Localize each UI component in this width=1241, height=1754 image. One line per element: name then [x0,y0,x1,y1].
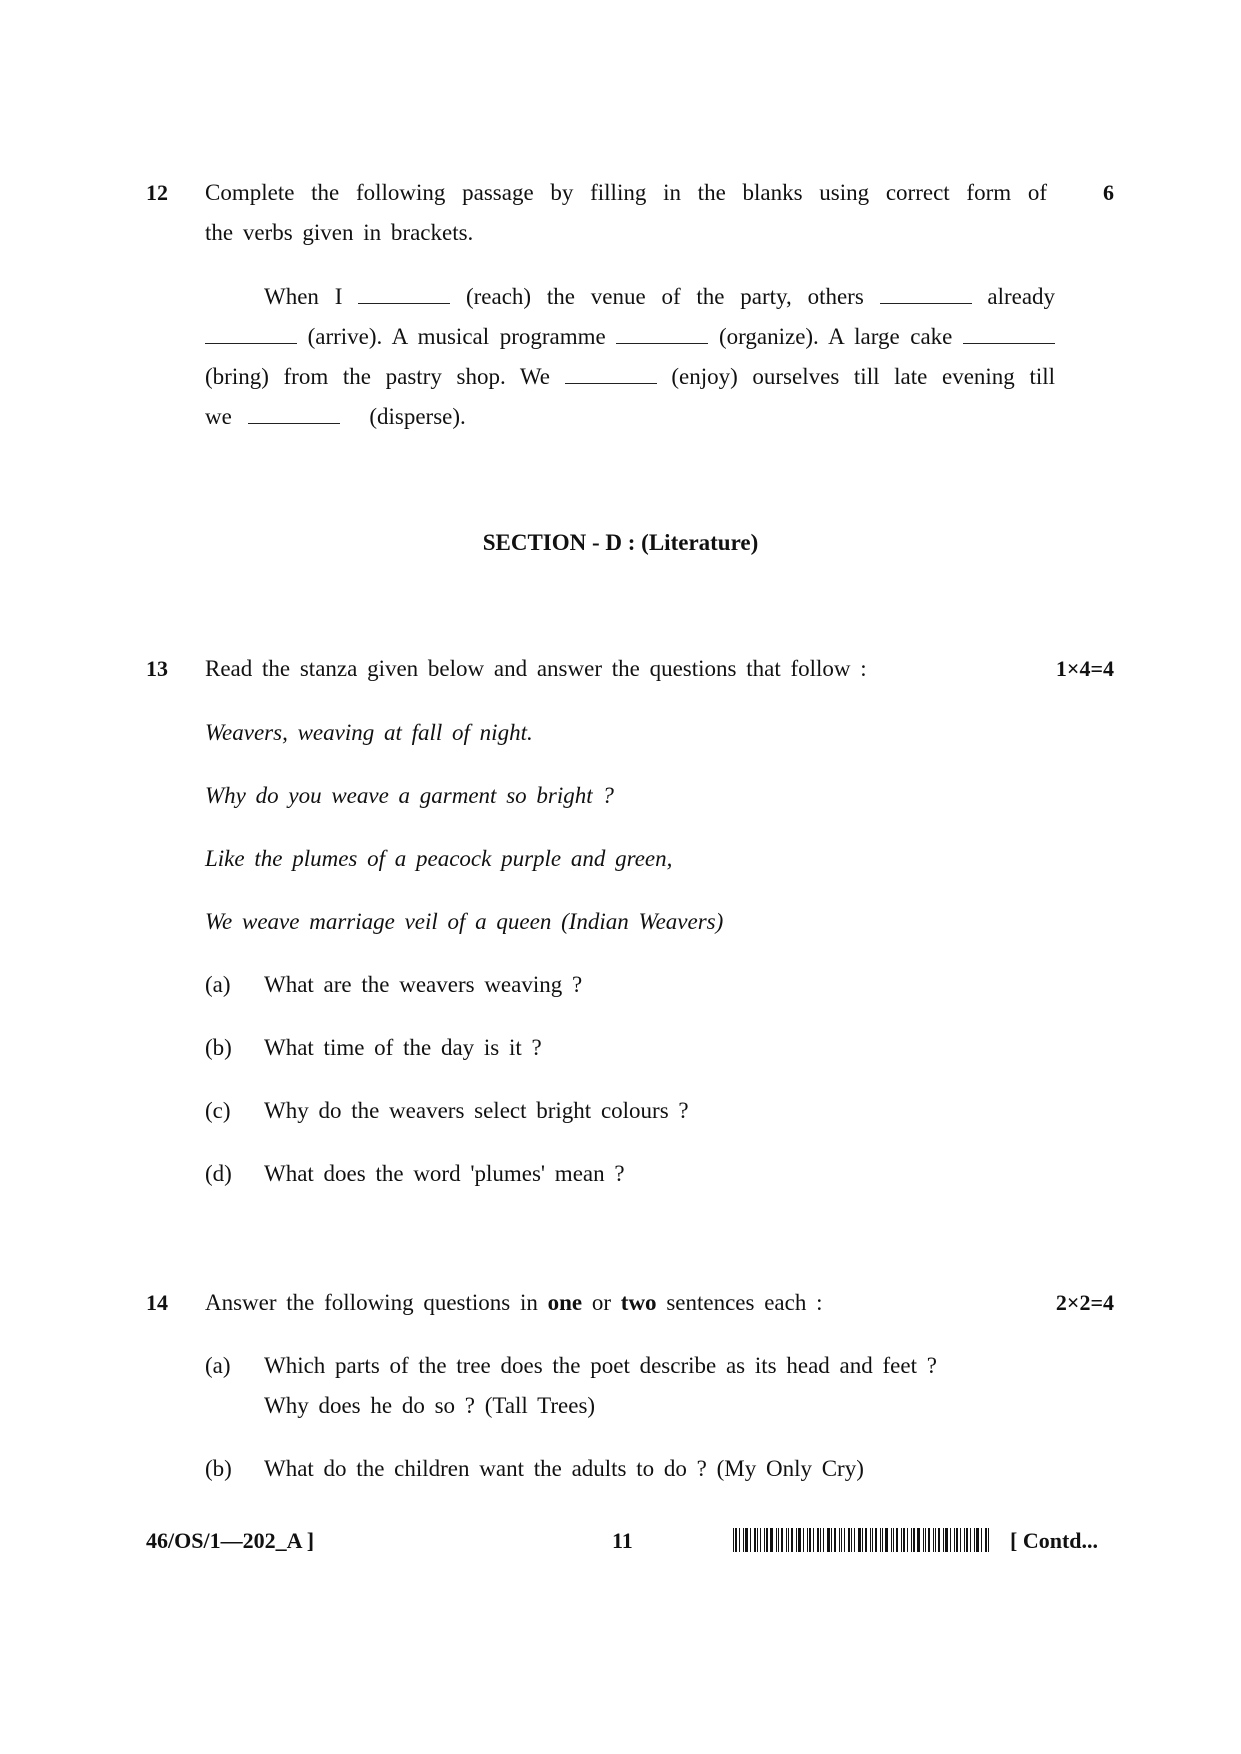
sub-question-label: (c) [205,1098,231,1123]
blank[interactable] [880,287,972,304]
question-marks: 6 [1103,180,1114,205]
instruction-emphasis: one [547,1290,583,1315]
barcode [733,1528,995,1552]
blank[interactable] [616,327,708,344]
blank[interactable] [565,367,657,384]
question-marks: 2×2=4 [1055,1290,1114,1315]
question-instruction [205,1290,822,1316]
stanza-line: Like the plumes of a peacock purple and green, [205,846,673,871]
page-number: 11 [612,1528,633,1553]
question-number: 14 [146,1290,168,1315]
stanza-line: Why do you weave a garment so bright ? [205,783,614,808]
blank[interactable] [248,407,340,424]
sub-question-text: Which parts of the tree does the poet describe as its head and feet ? [264,1353,937,1378]
passage-text: (bring) from the pastry shop. We [205,364,551,389]
question-number: 13 [146,656,168,681]
blank[interactable] [205,327,297,344]
passage-text: (reach) the venue of the party, others [465,284,864,309]
sub-question-label: (b) [205,1456,232,1481]
question-instruction [205,180,1047,206]
sub-question-text: Why do the weavers select bright colours ? [264,1098,689,1123]
section-title: SECTION - D : (Literature) [482,530,759,555]
passage-text: (organize). A large cake [718,324,953,349]
instruction-line: Complete the following passage by filling in the blanks using correct form of [205,180,1047,205]
continued-label: [ Contd... [1010,1528,1099,1553]
passage-text: (arrive). A musical programme [307,324,606,349]
instruction-line: the verbs given in brackets. [205,220,474,245]
passage-text: already [987,284,1056,309]
passage-line [205,324,1055,350]
sub-question-text: What does the word 'plumes' mean ? [264,1161,625,1186]
sub-question-label: (a) [205,972,231,997]
question-marks: 1×4=4 [1055,656,1114,681]
blank[interactable] [963,327,1055,344]
question-instruction: Read the stanza given below and answer the questions that follow : [205,656,867,681]
sub-question-label: (b) [205,1035,232,1060]
instruction-text: or [591,1290,612,1315]
paper-code: 46/OS/1—202_A ] [146,1528,315,1553]
sub-question-label: (d) [205,1161,232,1186]
sub-question-text: Why does he do so ? (Tall Trees) [264,1393,596,1418]
passage-line [205,404,466,430]
passage-line [205,284,1055,310]
sub-question-text: What do the children want the adults to do ? (My Only Cry) [264,1456,864,1481]
sub-question-label: (a) [205,1353,231,1378]
stanza-line: We weave marriage veil of a queen (Indian Weavers) [205,909,724,934]
instruction-text: sentences each : [666,1290,823,1315]
stanza-line: Weavers, weaving at fall of night. [205,720,533,745]
question-number: 12 [146,180,168,205]
passage-text: (enjoy) ourselves till late evening till [671,364,1055,389]
instruction-emphasis: two [620,1290,657,1315]
sub-question-text: What are the weavers weaving ? [264,972,583,997]
passage-text: (disperse). [369,404,466,429]
passage-text: When I [264,284,343,309]
sub-question-text: What time of the day is it ? [264,1035,542,1060]
passage-text: we [205,404,232,429]
blank[interactable] [358,287,450,304]
passage-line [205,364,1055,390]
instruction-text: Answer the following questions in [205,1290,538,1315]
